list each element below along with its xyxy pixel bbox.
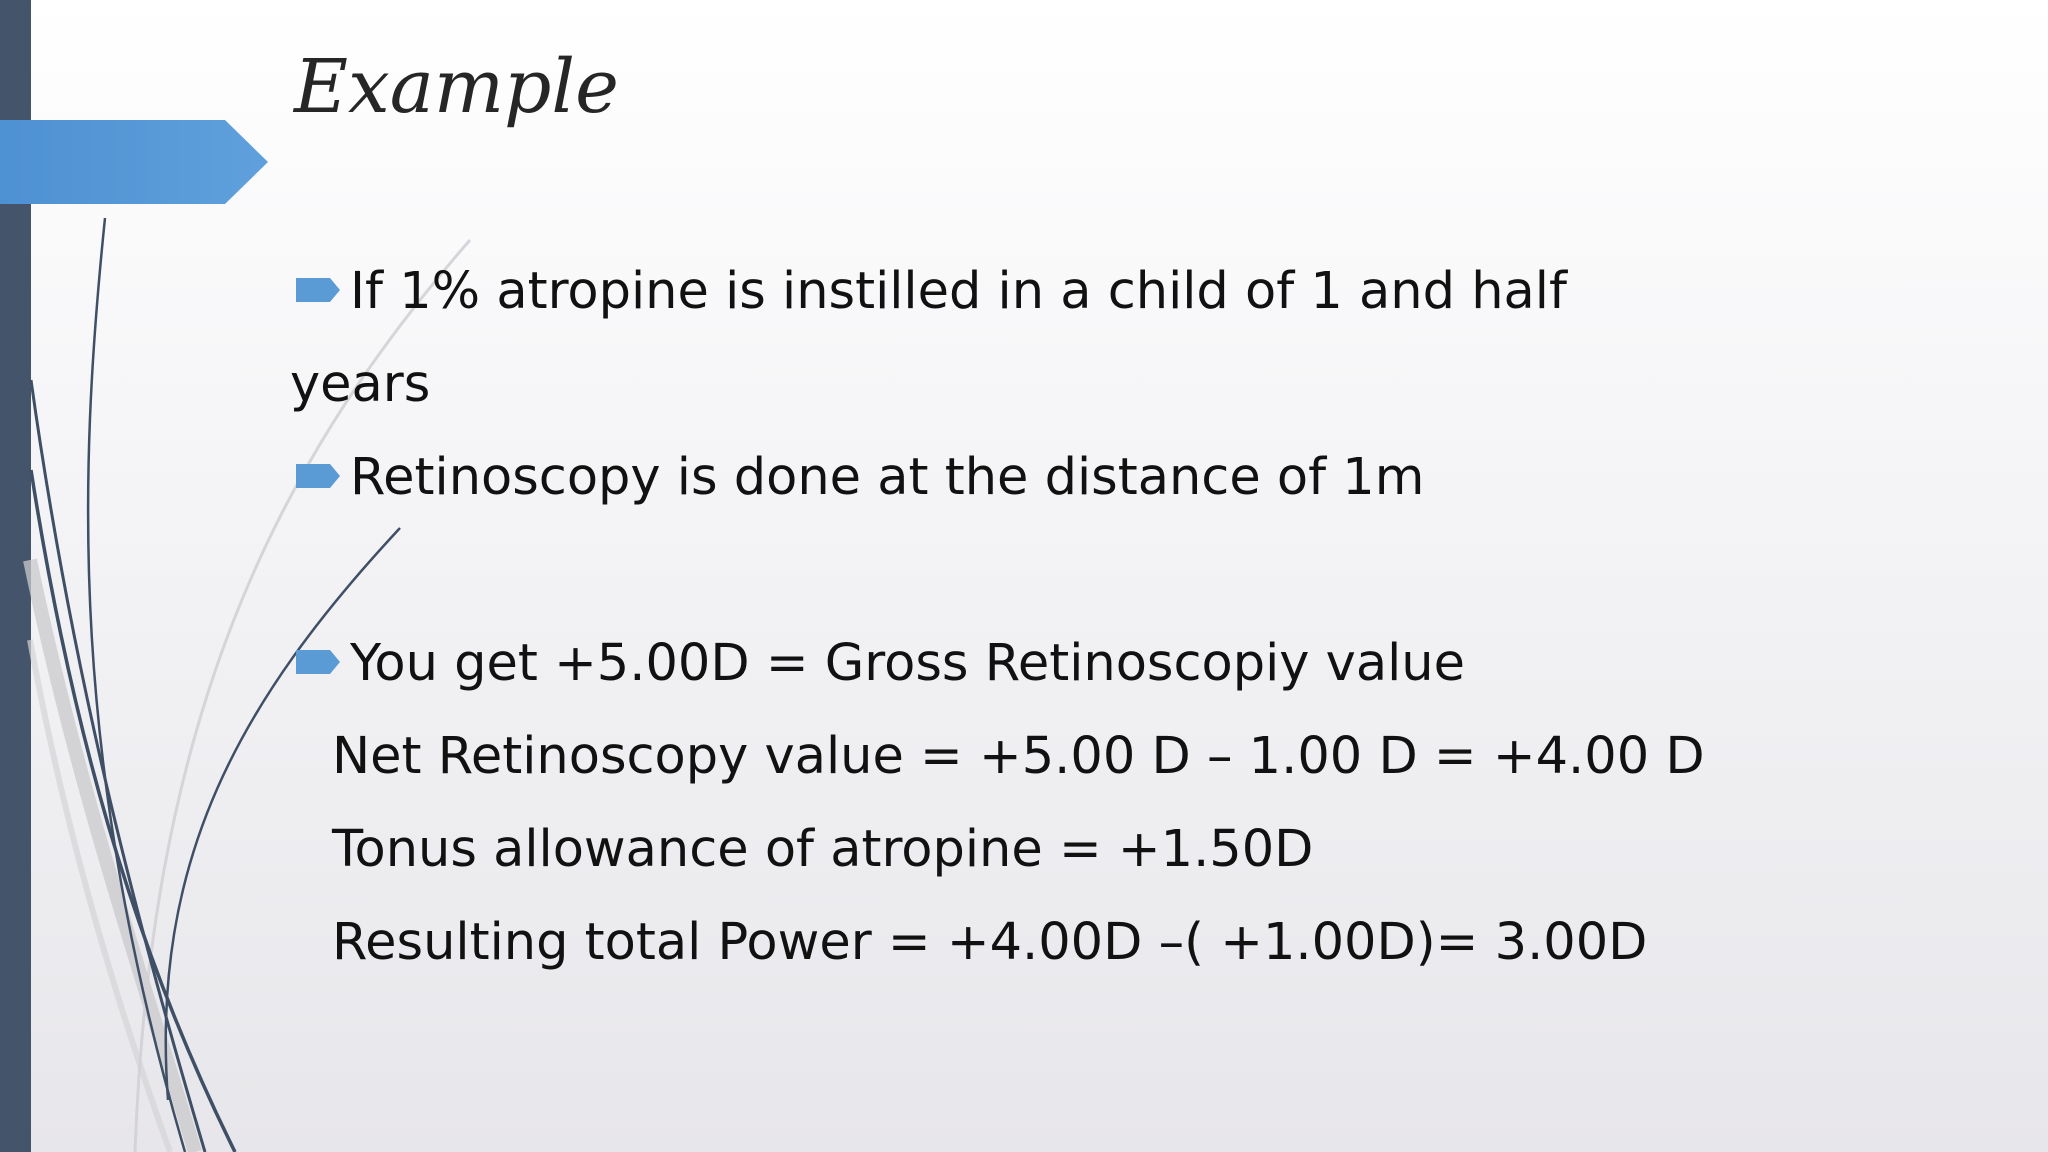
arrow-bullet-icon [296, 650, 340, 674]
indented-line-total-power [290, 896, 1650, 989]
line-text: Tonus allowance of atropine = +1.50D [332, 820, 1314, 879]
bullet-line-3 [290, 617, 1650, 710]
continuation-line [290, 338, 1650, 431]
bullet-line-2 [290, 431, 1650, 524]
arrow-bullet-icon [296, 278, 340, 302]
slide-content [290, 245, 1705, 989]
line-text: Resulting total Power = +4.00D –( +1.00D)= 3.00D [332, 913, 1648, 972]
line-text: years [290, 355, 431, 414]
blank-line [290, 524, 1650, 617]
indented-line-tonus-allowance [290, 803, 1650, 896]
bullet-text: If 1% atropine is instilled in a child of 1 and half [350, 262, 1567, 321]
line-text: Net Retinoscopy value = +5.00 D – 1.00 D = +4.00 D [332, 727, 1705, 786]
arrow-bullet-icon [296, 464, 340, 488]
slide-title: Example [294, 44, 619, 130]
bullet-line-1 [290, 245, 1650, 338]
indented-line-net-value [290, 710, 1705, 803]
bullet-text: You get +5.00D = Gross Retinoscopiy value [350, 634, 1465, 693]
title-arrow-banner [0, 120, 268, 204]
bullet-text: Retinoscopy is done at the distance of 1m [350, 448, 1425, 507]
